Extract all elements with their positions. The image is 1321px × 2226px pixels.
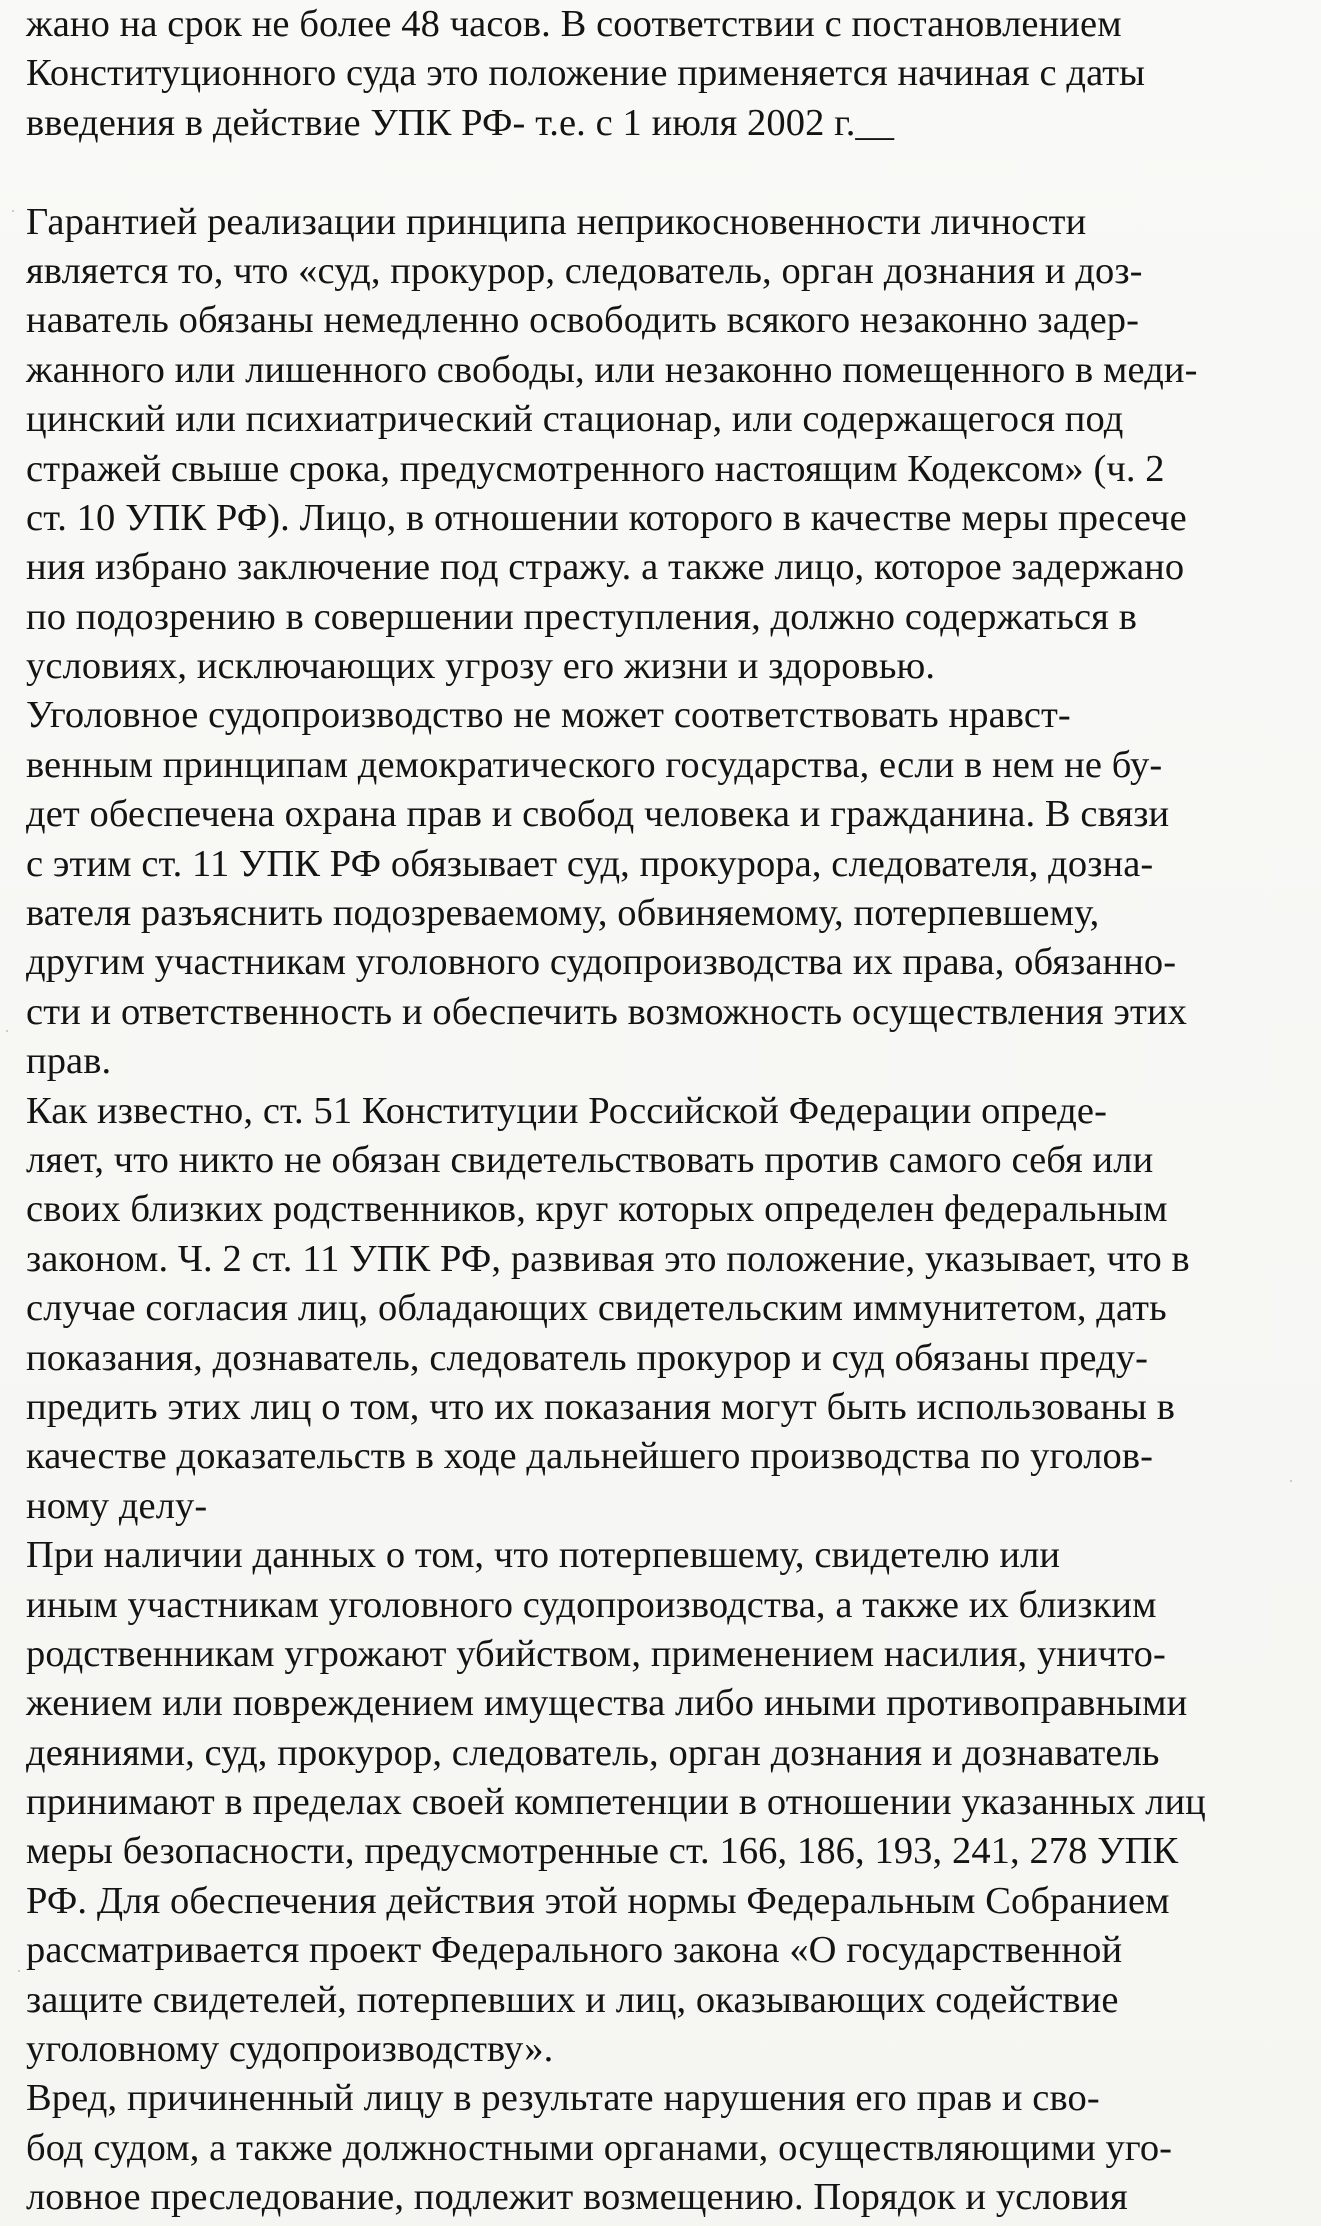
text-line: Уголовное судопроизводство не может соответствовать нравст-: [26, 694, 1071, 737]
text-line: другим участникам уголовного судопроизводства их права, обязанно-: [26, 941, 1177, 984]
text-line: цинский или психиатрический стационар, или содержащегося под: [26, 398, 1124, 441]
text-line: стражей свыше срока, предусмотренного настоящим Кодексом» (ч. 2: [26, 447, 1165, 490]
text-line: ст. 10 УПК РФ). Лицо, в отношении которого в качестве меры пресече: [26, 496, 1187, 539]
text-line: ному делу-: [26, 1484, 208, 1527]
text-line: сти и ответственность и обеспечить возможность осуществления этих: [26, 990, 1187, 1033]
scan-speck: [18, 1970, 20, 1972]
text-line: уголовному судопроизводству».: [26, 2028, 554, 2071]
text-line: При наличии данных о том, что потерпевшему, свидетелю или: [26, 1534, 1061, 1577]
text-line: Конституционного суда это положение применяется начиная с даты: [26, 52, 1146, 95]
scan-speck: [12, 210, 14, 212]
document-body: [26, 0, 1321, 2223]
text-line: венным принципам демократического государства, если в нем не бу-: [26, 743, 1163, 786]
text-line: ляет, что никто не обязан свидетельствовать против самого себя или: [26, 1138, 1154, 1181]
paragraph-gap: [26, 148, 1321, 197]
text-line: меры безопасности, предусмотренные ст. 166, 186, 193, 241, 278 УПК: [26, 1830, 1179, 1873]
text-line: дет обеспечена охрана прав и свобод человека и гражданина. В связи: [26, 793, 1170, 836]
text-line: своих близких родственников, круг которых определен федеральным: [26, 1188, 1168, 1231]
text-line: ния избрано заключение под стражу. а также лицо, которое задержано: [26, 546, 1185, 589]
text-line: родственникам угрожают убийством, применением насилия, уничто-: [26, 1632, 1166, 1675]
scan-speck: [6, 1030, 8, 1032]
text-line: принимают в пределах своей компетенции в отношении указанных лиц: [26, 1781, 1206, 1824]
text-line: бод судом, а также должностными органами, осуществляющими уго-: [26, 2126, 1173, 2169]
text-line: введения в действие УПК РФ- т.е. с 1 июля 2002 г.__: [26, 101, 895, 144]
text-line: условиях, исключающих угрозу его жизни и здоровью.: [26, 645, 936, 688]
text-line: жано на срок не более 48 часов. В соответствии с постановлением: [26, 3, 1122, 45]
text-line: предить этих лиц о том, что их показания могут быть использованы в: [26, 1385, 1176, 1428]
text-line: прав.: [26, 1040, 112, 1083]
text-line: Гарантией реализации принципа неприкосновенности личности: [26, 200, 1087, 243]
text-line: вателя разъяснить подозреваемому, обвиняемому, потерпевшему,: [26, 892, 1100, 935]
text-line: жанного или лишенного свободы, или незаконно помещенного в меди-: [26, 348, 1198, 391]
text-line: рассматривается проект Федерального закона «О государственной: [26, 1929, 1123, 1972]
text-line: Вред, причиненный лицу в результате нарушения его прав и сво-: [26, 2077, 1100, 2120]
text-line: является то, что «суд, прокурор, следователь, орган дознания и доз-: [26, 249, 1143, 292]
text-line: ловное преследование, подлежит возмещению. Порядок и условия: [26, 2176, 1128, 2219]
text-line: по подозрению в совершении преступления, должно содержаться в: [26, 595, 1137, 638]
text-line: случае согласия лиц, обладающих свидетельским иммунитетом, дать: [26, 1287, 1167, 1330]
text-line: показания, дознаватель, следователь прокурор и суд обязаны преду-: [26, 1336, 1149, 1379]
text-line: иным участникам уголовного судопроизводства, а также их близким: [26, 1583, 1157, 1626]
text-line: жением или повреждением имущества либо иными противоправными: [26, 1682, 1188, 1725]
text-line: РФ. Для обеспечения действия этой нормы Федеральным Собранием: [26, 1879, 1170, 1922]
text-line: наватель обязаны немедленно освободить всякого незаконно задер-: [26, 299, 1140, 342]
text-line: Как известно, ст. 51 Конституции Российской Федерации опреде-: [26, 1089, 1108, 1132]
text-line: с этим ст. 11 УПК РФ обязывает суд, прокурора, следователя, дозна-: [26, 842, 1154, 885]
text-line: качестве доказательств в ходе дальнейшего производства по уголов-: [26, 1435, 1154, 1478]
text-line: защите свидетелей, потерпевших и лиц, оказывающих содействие: [26, 1978, 1119, 2021]
text-line: деяниями, суд, прокурор, следователь, орган дознания и дознаватель: [26, 1731, 1160, 1774]
text-line: законом. Ч. 2 ст. 11 УПК РФ, развивая это положение, указывает, что в: [26, 1237, 1190, 1280]
